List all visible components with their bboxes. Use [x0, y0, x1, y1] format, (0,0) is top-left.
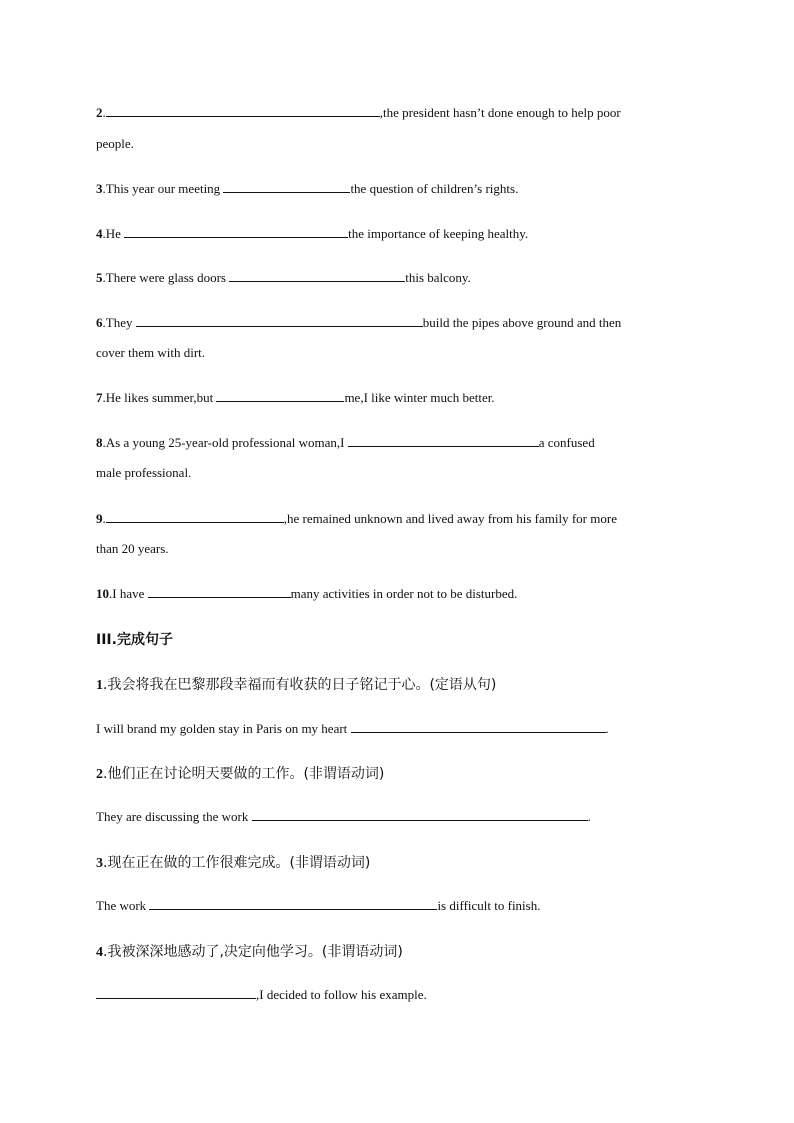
question-8-continued: male professional. [96, 465, 192, 480]
answer-blank[interactable] [149, 897, 437, 910]
translation-prompt-3: 3.现在正在做的工作很难完成。(非谓语动词) [96, 855, 371, 871]
question-7: 7.He likes summer,but me,I like winter much better. [96, 390, 495, 405]
question-9: 9. ,he remained unknown and lived away from his family for more [96, 511, 617, 526]
answer-blank[interactable] [229, 269, 405, 282]
question-5: 5.There were glass doors this balcony. [96, 270, 471, 285]
answer-blank[interactable] [96, 986, 256, 999]
answer-blank[interactable] [106, 104, 380, 117]
answer-blank[interactable] [252, 808, 588, 821]
question-6-continued: cover them with dirt. [96, 345, 206, 360]
question-3: 3.This year our meeting the question of children’s rights. [96, 181, 519, 196]
answer-blank[interactable] [348, 434, 539, 447]
translation-answer-3: The work is difficult to finish. [96, 898, 541, 913]
question-9-continued: than 20 years. [96, 541, 169, 556]
translation-answer-1: I will brand my golden stay in Paris on my heart . [96, 721, 609, 736]
answer-blank[interactable] [124, 225, 348, 238]
answer-blank[interactable] [351, 720, 606, 733]
answer-blank[interactable] [136, 314, 423, 327]
question-8: 8.As a young 25-year-old professional woman,I a confused [96, 435, 595, 450]
question-6: 6.They build the pipes above ground and then [96, 315, 622, 330]
question-10: 10.I have many activities in order not to be disturbed. [96, 586, 518, 601]
translation-prompt-2: 2.他们正在讨论明天要做的工作。(非谓语动词) [96, 766, 385, 782]
translation-answer-4: ,I decided to follow his example. [96, 986, 427, 1003]
translation-prompt-1: 1.我会将我在巴黎那段幸福而有收获的日子铭记于心。(定语从句) [96, 677, 497, 693]
question-2-continued: people. [96, 136, 134, 151]
translation-answer-2: They are discussing the work . [96, 809, 591, 824]
section-title: III.完成句子 [96, 632, 173, 648]
question-number: 2 [96, 105, 103, 120]
question-4: 4.He the importance of keeping healthy. [96, 226, 529, 241]
answer-blank[interactable] [106, 510, 284, 523]
translation-prompt-4: 4.我被深深地感动了,决定向他学习。(非谓语动词) [96, 944, 403, 960]
answer-blank[interactable] [148, 585, 291, 598]
answer-blank[interactable] [223, 180, 350, 193]
answer-blank[interactable] [216, 389, 344, 402]
question-2: 2. ,the president hasn’t done enough to help poor [96, 105, 621, 120]
